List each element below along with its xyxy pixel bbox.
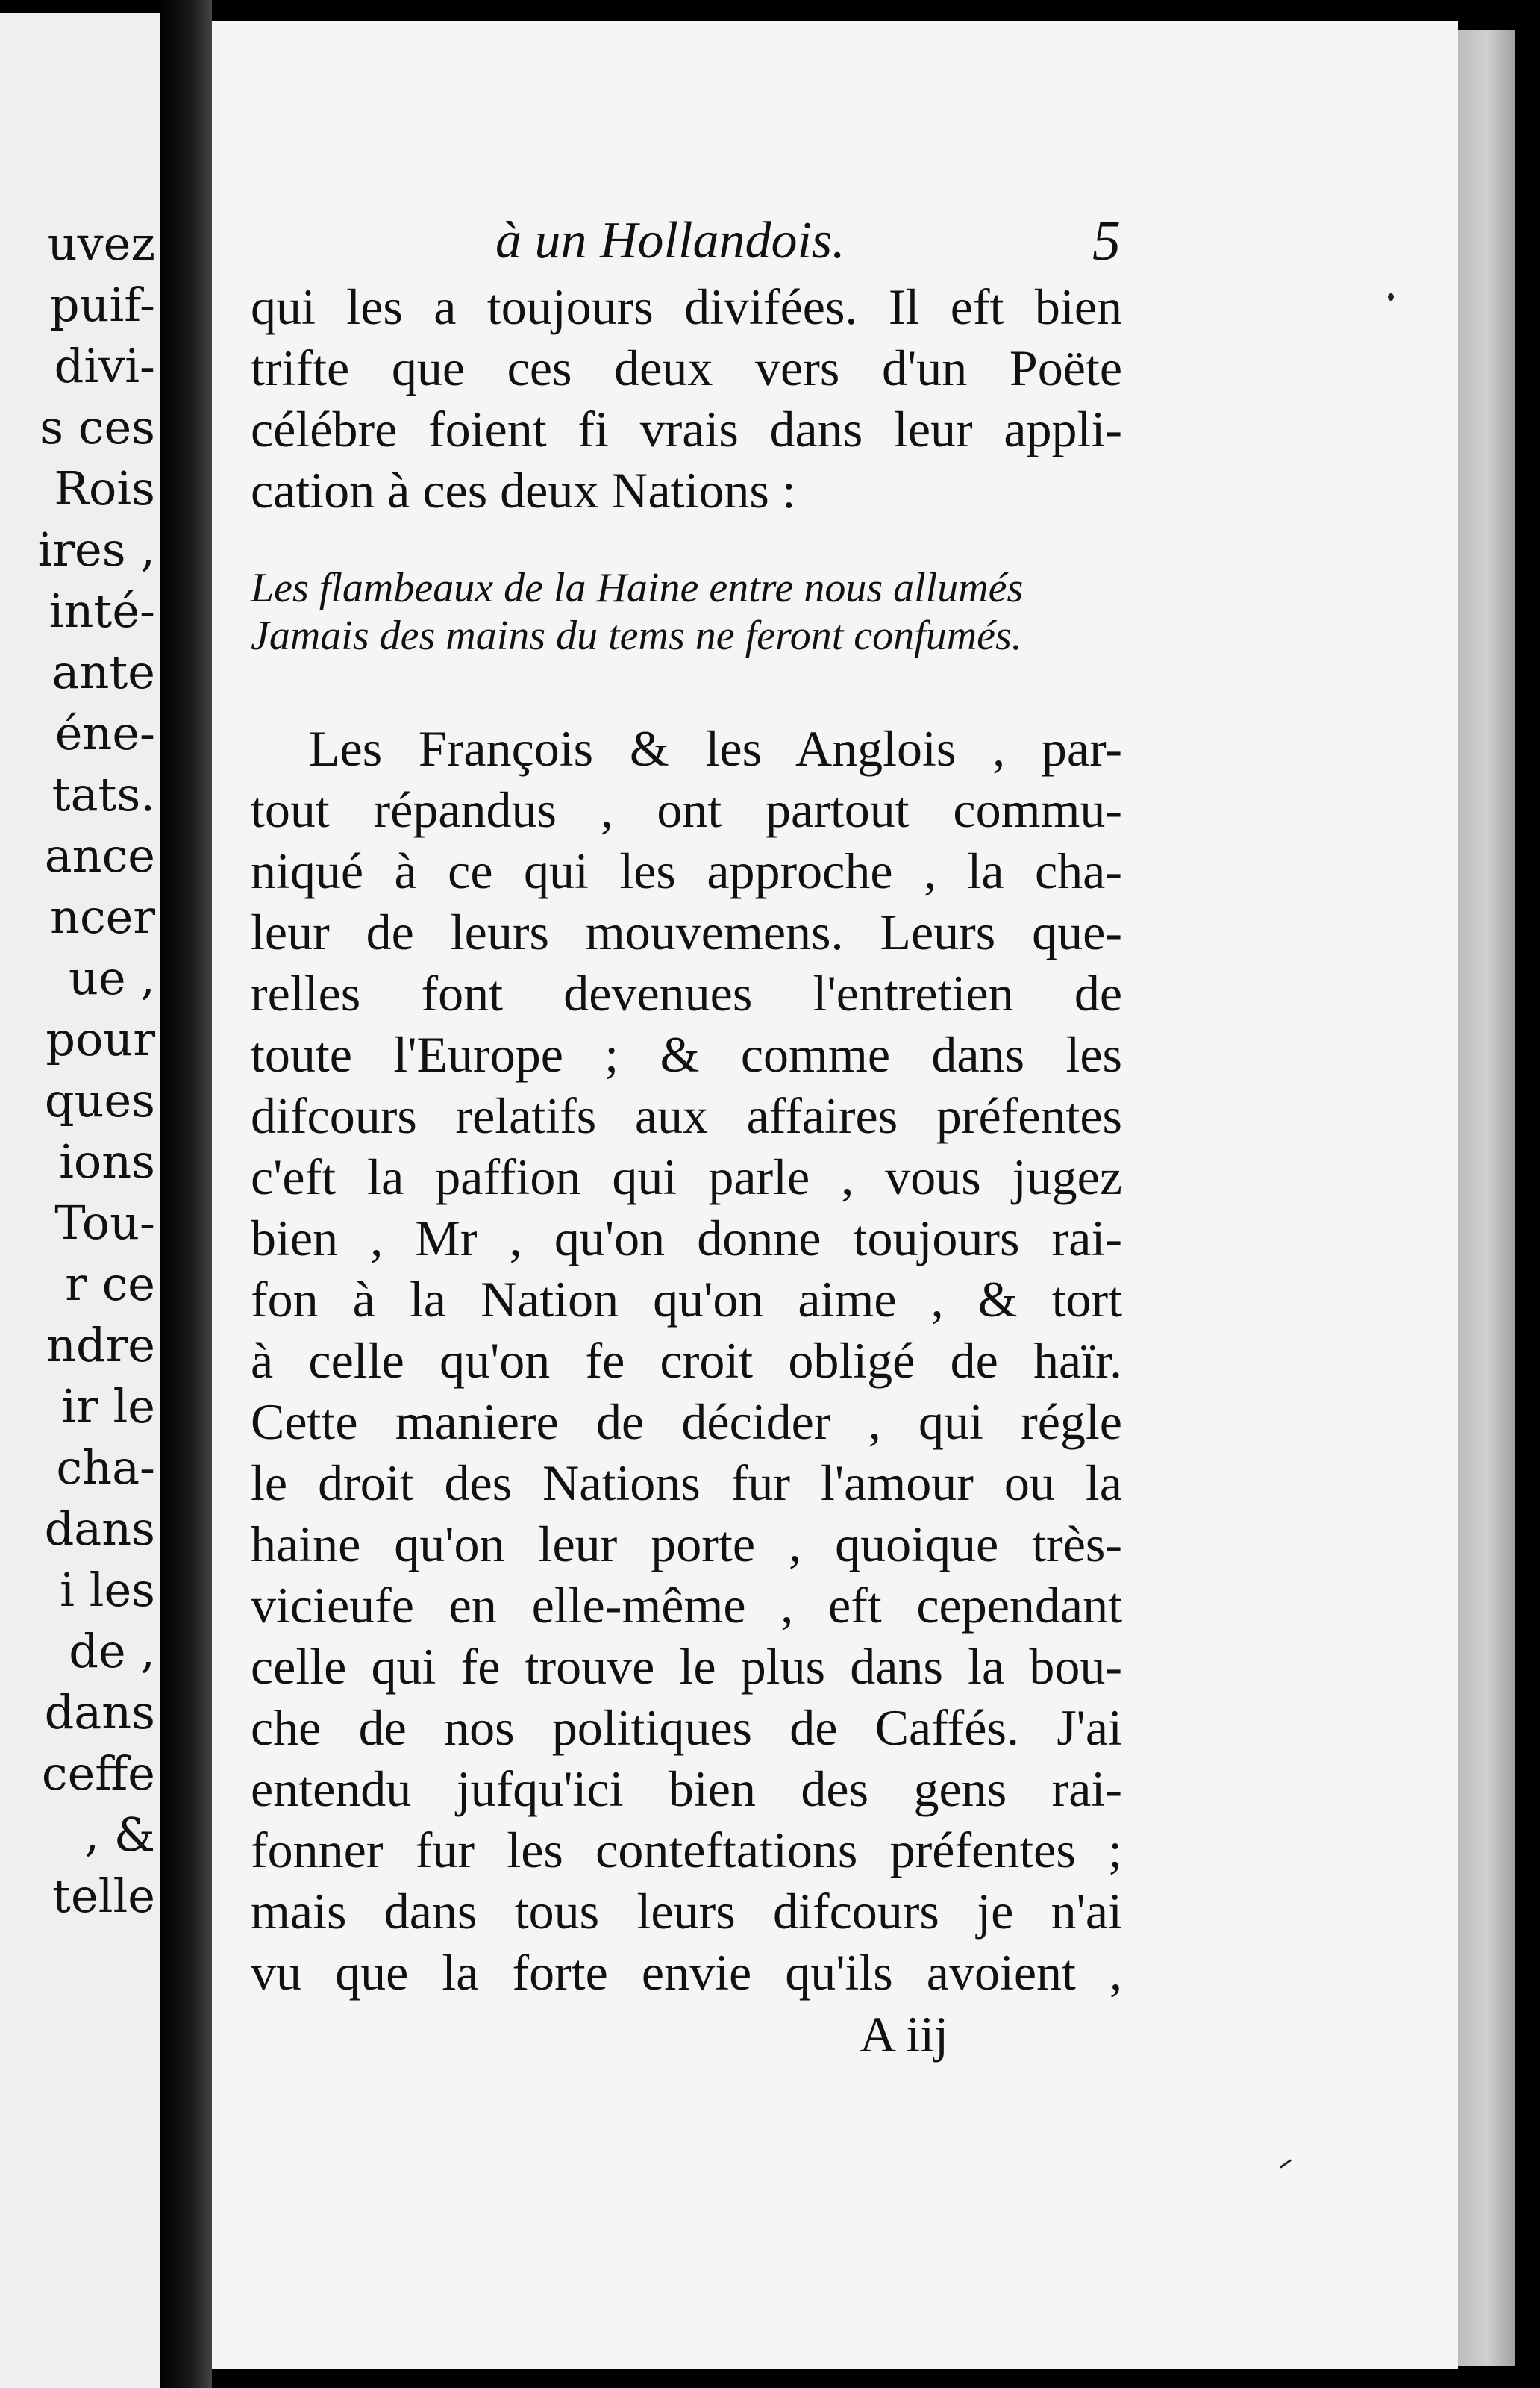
text-line: mais dans tous leurs difcours je n'ai [251, 1883, 1122, 1940]
text-line: che de nos politiques de Caffés. J'ai [251, 1699, 1122, 1756]
text-line: difcours relatifs aux affaires préfentes [251, 1087, 1122, 1144]
text-line: Cette maniere de décider , qui régle [251, 1393, 1122, 1450]
text-line: toute l'Europe ; & comme dans les [251, 1026, 1122, 1083]
left-page-line: ue , [68, 951, 155, 1005]
left-page-line: s ces [40, 400, 155, 454]
left-page-line: i les [60, 1563, 155, 1617]
left-page-line: puif- [49, 278, 155, 332]
left-page-line: de , [69, 1624, 155, 1678]
text-line: tout répandus , ont partout commu- [251, 781, 1122, 838]
previous-page-fragment [0, 13, 160, 2388]
text-line: fonner fur les conteftations préfentes ; [251, 1822, 1122, 1878]
left-page-line: ante [51, 645, 155, 699]
left-page-line: pour [46, 1012, 155, 1066]
left-page-line: tats. [51, 767, 155, 822]
left-page-line: ceffe [41, 1746, 155, 1801]
text-line: celle qui fe trouve le plus dans la bou- [251, 1638, 1122, 1695]
left-page-line: ncer [50, 890, 155, 944]
text-line: vu que la forte envie qu'ils avoient , [251, 1944, 1122, 2001]
text-line: bien , Mr , qu'on donne toujours rai- [251, 1210, 1122, 1266]
left-page-line: inté- [48, 584, 155, 638]
left-page-line: dans [44, 1501, 155, 1556]
opening-text [251, 276, 1122, 521]
left-page-line: Rois [54, 461, 155, 516]
signature-mark: A iij [860, 2006, 949, 2063]
left-page-line: , & [84, 1807, 155, 1862]
text-line: célébre foient fi vrais dans leur appli- [251, 401, 1122, 457]
left-page-line: ions [59, 1134, 155, 1189]
text-line: entendu jufqu'ici bien des gens rai- [251, 1760, 1122, 1817]
text-line: Les François & les Anglois , par- [309, 720, 1122, 777]
text-line: leur de leurs mouvemens. Leurs que- [251, 904, 1122, 960]
text-line: vicieufe en elle-même , eft cependant [251, 1577, 1122, 1634]
left-page-line: ance [44, 828, 155, 883]
verse-line: Les flambeaux de la Haine entre nous allumés [251, 565, 1024, 611]
page-header [212, 211, 1458, 271]
text-line: fon à la Nation qu'on aime , & tort [251, 1271, 1122, 1328]
left-page-line: dans [44, 1685, 155, 1740]
text-line: cation à ces deux Nations : [251, 462, 796, 519]
book-page [212, 21, 1458, 2369]
left-page-line: ndre [46, 1318, 155, 1372]
running-head: à un Hollandois. [495, 212, 845, 269]
book-gutter [160, 0, 212, 2388]
left-page-line: divi- [54, 339, 155, 393]
verse-quotation [251, 564, 1131, 660]
text-line: c'eft la paffion qui parle , vous jugez [251, 1148, 1122, 1205]
left-page-line: éne- [54, 706, 155, 760]
main-paragraph [251, 718, 1122, 2003]
text-line: niqué à ce qui les approche , la cha- [251, 843, 1122, 899]
text-line: qui les a toujours divifées. Il eft bien [251, 278, 1122, 335]
left-page-line: telle [52, 1869, 155, 1923]
ink-speck [1280, 2159, 1292, 2169]
text-line: haine qu'on leur porte , quoique très- [251, 1516, 1122, 1572]
verse-line: Jamais des mains du tems ne feront confumés. [251, 613, 1022, 659]
ink-speck [1388, 293, 1394, 301]
text-line: le droit des Nations fur l'amour ou la [251, 1454, 1122, 1511]
left-page-line: Tou- [54, 1195, 155, 1250]
left-page-line: ques [44, 1073, 155, 1128]
left-page-line: r ce [65, 1257, 155, 1311]
left-page-line: ir le [61, 1379, 155, 1434]
left-page-line: ires , [37, 522, 155, 577]
text-line: trifte que ces deux vers d'un Poëte [251, 340, 1122, 396]
text-line: relles font devenues l'entretien de [251, 965, 1122, 1022]
page-edge-shadow [1515, 22, 1540, 2388]
page-number: 5 [1092, 210, 1121, 272]
left-page-line: uvez [47, 216, 155, 271]
left-page-line: cha- [56, 1440, 155, 1495]
text-line: à celle qu'on fe croit obligé de haïr. [251, 1332, 1122, 1389]
